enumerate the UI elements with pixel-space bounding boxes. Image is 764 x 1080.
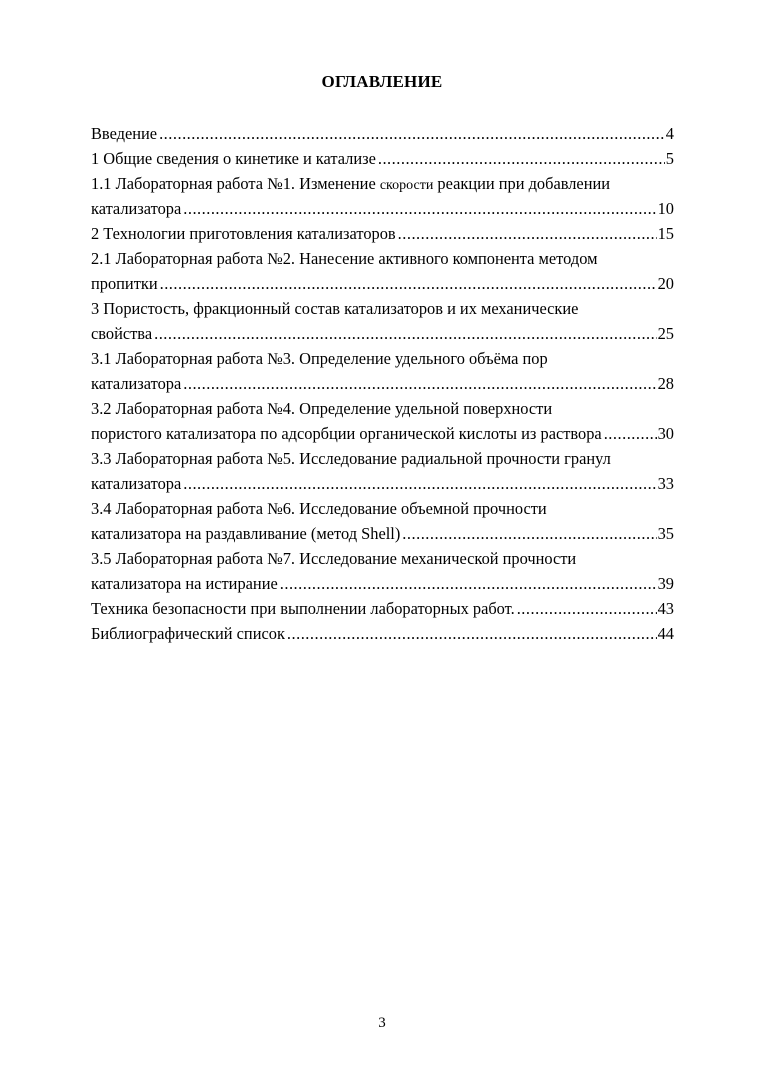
toc-entry-text: Введение: [91, 124, 158, 143]
toc-entry-leader-line: [91, 121, 674, 146]
dot-leader: [183, 371, 656, 396]
toc-entry-leader-line: [91, 471, 674, 496]
toc-page-number: 25: [657, 324, 674, 343]
toc-page-number: 35: [657, 524, 674, 543]
dot-leader: [159, 121, 665, 146]
toc-entry-text: Техника безопасности при выполнении лабораторных работ.: [91, 599, 515, 618]
toc-entry-leader-line: [91, 621, 674, 646]
table-of-contents: [91, 121, 674, 646]
dot-leader: [280, 571, 657, 596]
toc-page-number: 28: [657, 374, 674, 393]
toc-entry-text: 1 Общие сведения о кинетике и катализе: [91, 149, 376, 168]
toc-entry-text: катализатора: [91, 374, 182, 393]
toc-entry[interactable]: [91, 146, 674, 171]
toc-entry-text: 3 Пористость, фракционный состав катализаторов и их механические: [91, 299, 579, 318]
toc-entry-leader-line: [91, 571, 674, 596]
toc-entry-title-line: [91, 446, 674, 471]
page-number: 3: [378, 1015, 386, 1031]
toc-entry-text: 3.4 Лабораторная работа №6. Исследование объемной прочности: [91, 499, 547, 518]
toc-entry-title-line: [91, 396, 674, 421]
toc-entry-title-line: [91, 296, 674, 321]
toc-entry[interactable]: [91, 171, 674, 221]
toc-entry[interactable]: [91, 546, 674, 596]
toc-entry[interactable]: [91, 221, 674, 246]
toc-page-number: 44: [657, 624, 674, 643]
toc-entry-leader-line: [91, 421, 674, 446]
dot-leader: [402, 521, 656, 546]
toc-entry-title-line: [91, 346, 674, 371]
toc-entry-text: катализатора на раздавливание (метод Shell): [91, 524, 401, 543]
toc-entry-text: катализатора на истирание: [91, 574, 278, 593]
dot-leader: [183, 471, 656, 496]
toc-entry-leader-line: [91, 321, 674, 346]
toc-entry-title-line: [91, 546, 674, 571]
dot-leader: [604, 421, 657, 446]
toc-page-number: 4: [665, 124, 674, 143]
toc-entry-leader-line: [91, 596, 674, 621]
toc-entry-title-line: [91, 171, 674, 196]
toc-entry-text: пропитки: [91, 274, 158, 293]
toc-entry[interactable]: [91, 346, 674, 396]
toc-entry-text: 3.2 Лабораторная работа №4. Определение удельной поверхности: [91, 399, 553, 418]
toc-entry[interactable]: [91, 446, 674, 496]
toc-entry-leader-line: [91, 521, 674, 546]
toc-entry-text: катализатора: [91, 474, 182, 493]
toc-entry-text: катализатора: [91, 199, 182, 218]
toc-page-number: 15: [657, 224, 674, 243]
dot-leader: [398, 221, 657, 246]
toc-entry-text: 3.3 Лабораторная работа №5. Исследование радиальной прочности гранул: [91, 449, 611, 468]
toc-entry[interactable]: [91, 246, 674, 296]
toc-entry[interactable]: [91, 621, 674, 646]
toc-entry-text: 2 Технологии приготовления катализаторов: [91, 224, 396, 243]
toc-entry-leader-line: [91, 146, 674, 171]
toc-page-number: 5: [665, 149, 674, 168]
dot-leader: [183, 196, 656, 221]
toc-entry[interactable]: [91, 496, 674, 546]
toc-entry-title-line: [91, 496, 674, 521]
toc-entry[interactable]: [91, 296, 674, 346]
dot-leader: [378, 146, 665, 171]
toc-page-number: 30: [657, 424, 674, 443]
toc-entry-text: Библиографический список: [91, 624, 285, 643]
toc-entry-leader-line: [91, 371, 674, 396]
toc-entry[interactable]: [91, 396, 674, 446]
toc-entry-text: 1.1 Лабораторная работа №1. Изменение: [91, 174, 380, 193]
toc-entry-text: реакции при добавлении: [433, 174, 611, 193]
toc-entry-text: 2.1 Лабораторная работа №2. Нанесение активного компонента методом: [91, 249, 598, 268]
toc-page-number: 10: [657, 199, 674, 218]
toc-page-number: 39: [657, 574, 674, 593]
dot-leader: [287, 621, 657, 646]
toc-entry-text: пористого катализатора по адсорбции органической кислоты из раствора: [91, 424, 602, 443]
toc-title: ОГЛАВЛЕНИЕ: [321, 72, 443, 91]
toc-entry-leader-line: [91, 221, 674, 246]
toc-page-number: 43: [657, 599, 674, 618]
toc-entry-title-line: [91, 246, 674, 271]
toc-entry-text: 3.5 Лабораторная работа №7. Исследование механической прочности: [91, 549, 577, 568]
dot-leader: [160, 271, 657, 296]
toc-entry-leader-line: [91, 196, 674, 221]
toc-entry-text: 3.1 Лабораторная работа №3. Определение удельного объёма пор: [91, 349, 548, 368]
toc-entry[interactable]: [91, 121, 674, 146]
toc-entry-text-small: скорости: [379, 178, 434, 193]
toc-entry-text: свойства: [91, 324, 153, 343]
toc-page-number: 33: [657, 474, 674, 493]
dot-leader: [154, 321, 657, 346]
toc-entry[interactable]: [91, 596, 674, 621]
toc-page-number: 20: [657, 274, 674, 293]
toc-entry-leader-line: [91, 271, 674, 296]
dot-leader: [517, 596, 657, 621]
